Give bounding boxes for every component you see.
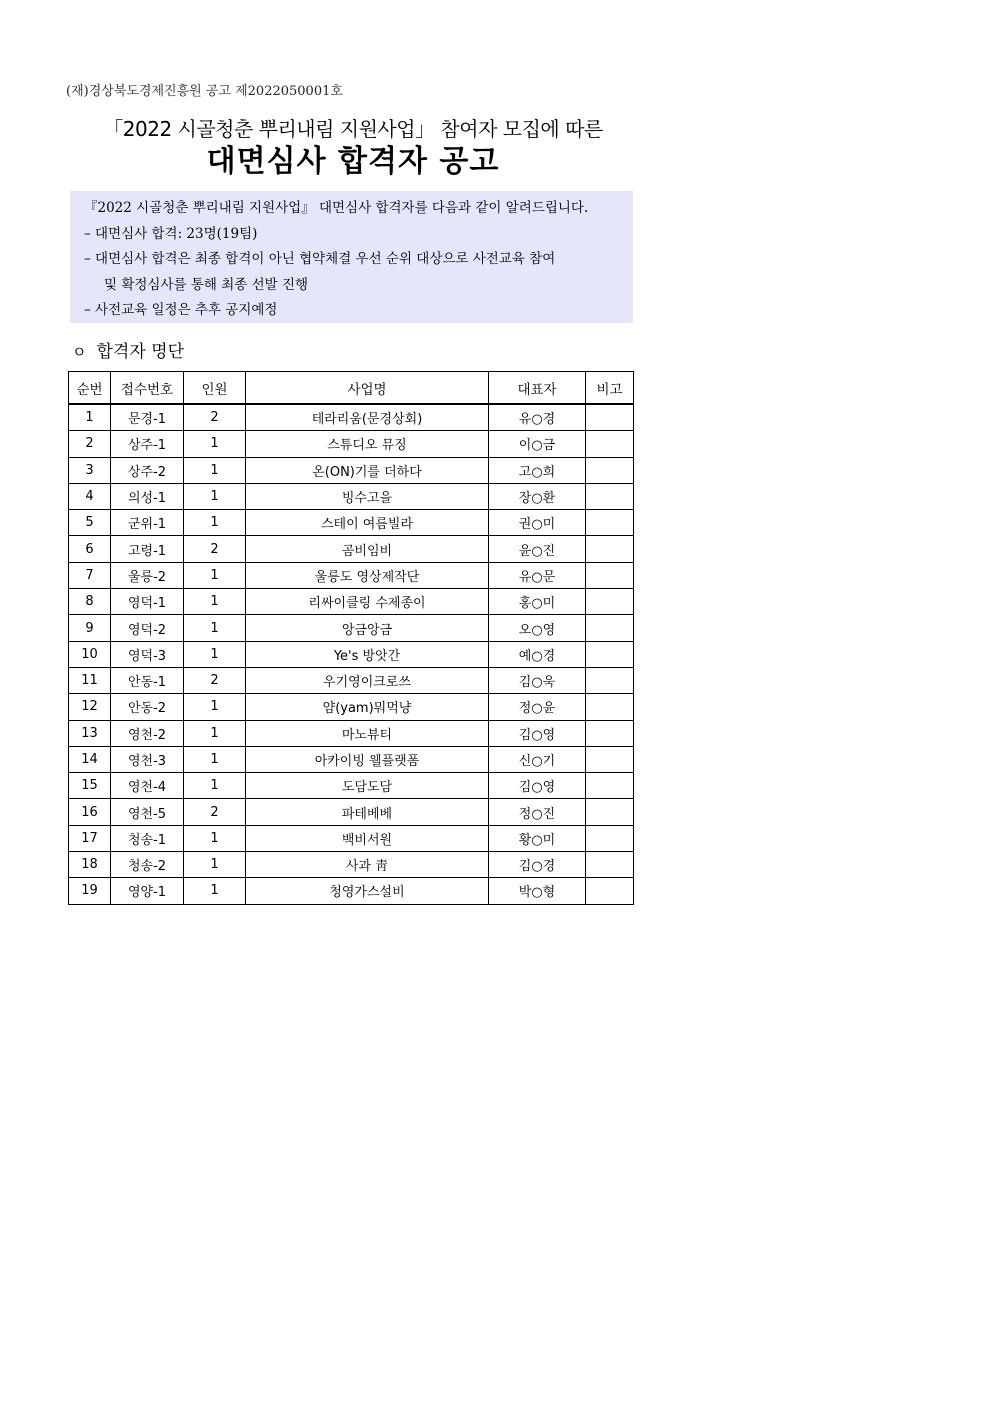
col-business-name: Ye's 방앗간 xyxy=(246,641,489,667)
col-headcount: 1 xyxy=(184,641,246,667)
col-headcount: 1 xyxy=(184,825,246,851)
col-business-name: 앙금앙금 xyxy=(246,615,489,641)
col-business-name: 빙수고을 xyxy=(246,483,489,509)
col-business-name: 도담도담 xyxy=(246,773,489,799)
col-remarks xyxy=(586,852,634,878)
col-headcount: 1 xyxy=(184,746,246,772)
col-representative: 이○금 xyxy=(489,431,586,457)
col-remarks xyxy=(586,483,634,509)
col-remarks xyxy=(586,536,634,562)
col-remarks xyxy=(586,615,634,641)
col-representative: 권○미 xyxy=(489,510,586,536)
table-row xyxy=(69,825,634,851)
col-business-name: 얌(yam)뭐먹냥 xyxy=(246,694,489,720)
col-headcount: 1 xyxy=(184,615,246,641)
info-pass-note: – 대면심사 합격은 최종 합격이 아닌 협약체결 우선 순위 대상으로 사전교육 참여 xyxy=(84,251,556,267)
info-pass-count: – 대면심사 합격: 23명(19팀) xyxy=(84,225,258,242)
col-business-name: 우기영이크로쓰 xyxy=(246,667,489,693)
col-representative: 오○영 xyxy=(489,615,586,641)
table-row xyxy=(69,536,634,562)
table-row xyxy=(69,720,634,746)
header-col-business-name: 사업명 xyxy=(246,372,489,405)
col-headcount: 1 xyxy=(184,431,246,457)
col-no: 12 xyxy=(69,694,111,720)
roster-table xyxy=(68,371,634,905)
col-business-name: 마노뷰티 xyxy=(246,720,489,746)
table-row xyxy=(69,852,634,878)
table-row xyxy=(69,431,634,457)
col-receipt-no: 청송-1 xyxy=(111,825,184,851)
col-business-name: 백비서원 xyxy=(246,825,489,851)
col-headcount: 1 xyxy=(184,694,246,720)
col-receipt-no: 영천-5 xyxy=(111,799,184,825)
col-business-name: 온(ON)기를 더하다 xyxy=(246,457,489,483)
col-no: 3 xyxy=(69,457,111,483)
col-representative: 정○진 xyxy=(489,799,586,825)
col-remarks xyxy=(586,825,634,851)
col-business-name: 사과 靑 xyxy=(246,852,489,878)
col-no: 4 xyxy=(69,483,111,509)
col-representative: 김○경 xyxy=(489,852,586,878)
col-headcount: 1 xyxy=(184,878,246,904)
table-header-row xyxy=(69,372,634,405)
col-receipt-no: 영덕-2 xyxy=(111,615,184,641)
table-row xyxy=(69,799,634,825)
notice-number: (재)경상북도경제진흥원 공고 제2022050001호 xyxy=(66,84,343,99)
col-representative: 김○영 xyxy=(489,720,586,746)
col-headcount: 1 xyxy=(184,720,246,746)
col-receipt-no: 의성-1 xyxy=(111,483,184,509)
col-business-name: 스테이 여름빌라 xyxy=(246,510,489,536)
table-row xyxy=(69,615,634,641)
info-pass-note-cont: 및 확정심사를 통해 최종 선발 진행 xyxy=(104,276,309,293)
col-receipt-no: 영천-3 xyxy=(111,746,184,772)
col-remarks xyxy=(586,720,634,746)
col-representative: 유○경 xyxy=(489,404,586,431)
col-no: 14 xyxy=(69,746,111,772)
col-receipt-no: 영천-4 xyxy=(111,773,184,799)
col-remarks xyxy=(586,404,634,431)
col-headcount: 1 xyxy=(184,852,246,878)
col-headcount: 1 xyxy=(184,562,246,588)
col-representative: 김○욱 xyxy=(489,667,586,693)
col-business-name: 파테베베 xyxy=(246,799,489,825)
col-remarks xyxy=(586,510,634,536)
col-receipt-no: 안동-2 xyxy=(111,694,184,720)
col-no: 11 xyxy=(69,667,111,693)
table-row xyxy=(69,773,634,799)
page-title-line1: 「2022 시골청춘 뿌리내림 지원사업」 참여자 모집에 따른 xyxy=(103,117,603,141)
col-no: 1 xyxy=(69,404,111,431)
col-remarks xyxy=(586,589,634,615)
table-row xyxy=(69,510,634,536)
col-no: 9 xyxy=(69,615,111,641)
section-title: 합격자 명단 xyxy=(96,342,185,362)
col-headcount: 1 xyxy=(184,510,246,536)
header-col-receipt-no: 접수번호 xyxy=(111,372,184,405)
header-col-no: 순번 xyxy=(69,372,111,405)
info-schedule: – 사전교육 일정은 추후 공지예정 xyxy=(84,302,278,318)
col-receipt-no: 영덕-3 xyxy=(111,641,184,667)
page-title: 대면심사 합격자 공고 xyxy=(206,144,500,179)
col-no: 17 xyxy=(69,825,111,851)
col-headcount: 1 xyxy=(184,483,246,509)
header-col-representative: 대표자 xyxy=(489,372,586,405)
table-row xyxy=(69,667,634,693)
col-representative: 김○영 xyxy=(489,773,586,799)
col-remarks xyxy=(586,431,634,457)
col-representative: 예○경 xyxy=(489,641,586,667)
col-receipt-no: 청송-2 xyxy=(111,852,184,878)
col-no: 16 xyxy=(69,799,111,825)
col-receipt-no: 영천-2 xyxy=(111,720,184,746)
col-remarks xyxy=(586,694,634,720)
col-representative: 장○환 xyxy=(489,483,586,509)
info-intro: 『2022 시골청춘 뿌리내림 지원사업』 대면심사 합격자를 다음과 같이 알려드립니다. xyxy=(84,200,589,216)
col-remarks xyxy=(586,878,634,904)
col-business-name: 테라리움(문경상회) xyxy=(246,404,489,431)
table-body xyxy=(69,404,634,904)
table-row xyxy=(69,746,634,772)
col-no: 6 xyxy=(69,536,111,562)
bullet-icon: ㅇ xyxy=(72,343,87,361)
col-representative: 황○미 xyxy=(489,825,586,851)
col-business-name: 리싸이클링 수제종이 xyxy=(246,589,489,615)
col-no: 2 xyxy=(69,431,111,457)
col-headcount: 1 xyxy=(184,457,246,483)
table-row xyxy=(69,457,634,483)
col-no: 19 xyxy=(69,878,111,904)
col-receipt-no: 고령-1 xyxy=(111,536,184,562)
table-row xyxy=(69,483,634,509)
header-col-remarks: 비고 xyxy=(586,372,634,405)
col-receipt-no: 상주-2 xyxy=(111,457,184,483)
col-remarks xyxy=(586,641,634,667)
col-receipt-no: 군위-1 xyxy=(111,510,184,536)
col-no: 8 xyxy=(69,589,111,615)
col-business-name: 청영가스설비 xyxy=(246,878,489,904)
col-no: 15 xyxy=(69,773,111,799)
header-col-headcount: 인원 xyxy=(184,372,246,405)
col-remarks xyxy=(586,667,634,693)
col-representative: 고○희 xyxy=(489,457,586,483)
col-no: 7 xyxy=(69,562,111,588)
col-receipt-no: 영덕-1 xyxy=(111,589,184,615)
col-receipt-no: 상주-1 xyxy=(111,431,184,457)
col-headcount: 1 xyxy=(184,589,246,615)
col-business-name: 스튜디오 뮤징 xyxy=(246,431,489,457)
info-box xyxy=(70,191,633,323)
table-row xyxy=(69,404,634,431)
col-remarks xyxy=(586,799,634,825)
col-representative: 신○기 xyxy=(489,746,586,772)
col-receipt-no: 울릉-2 xyxy=(111,562,184,588)
col-receipt-no: 문경-1 xyxy=(111,404,184,431)
table-row xyxy=(69,694,634,720)
col-business-name: 아카이빙 웰플랫폼 xyxy=(246,746,489,772)
col-remarks xyxy=(586,773,634,799)
col-no: 13 xyxy=(69,720,111,746)
col-business-name: 울릉도 영상제작단 xyxy=(246,562,489,588)
table-row xyxy=(69,641,634,667)
col-headcount: 1 xyxy=(184,773,246,799)
col-headcount: 2 xyxy=(184,404,246,431)
col-representative: 윤○진 xyxy=(489,536,586,562)
section-heading xyxy=(72,337,184,362)
col-no: 18 xyxy=(69,852,111,878)
col-representative: 박○형 xyxy=(489,878,586,904)
table-row xyxy=(69,562,634,588)
col-no: 10 xyxy=(69,641,111,667)
col-representative: 홍○미 xyxy=(489,589,586,615)
table-row xyxy=(69,878,634,904)
col-receipt-no: 영양-1 xyxy=(111,878,184,904)
col-representative: 정○윤 xyxy=(489,694,586,720)
col-business-name: 곰비임비 xyxy=(246,536,489,562)
col-representative: 유○문 xyxy=(489,562,586,588)
col-remarks xyxy=(586,562,634,588)
col-remarks xyxy=(586,457,634,483)
col-receipt-no: 안동-1 xyxy=(111,667,184,693)
col-headcount: 2 xyxy=(184,667,246,693)
col-headcount: 2 xyxy=(184,799,246,825)
col-headcount: 2 xyxy=(184,536,246,562)
col-remarks xyxy=(586,746,634,772)
col-no: 5 xyxy=(69,510,111,536)
table-row xyxy=(69,589,634,615)
